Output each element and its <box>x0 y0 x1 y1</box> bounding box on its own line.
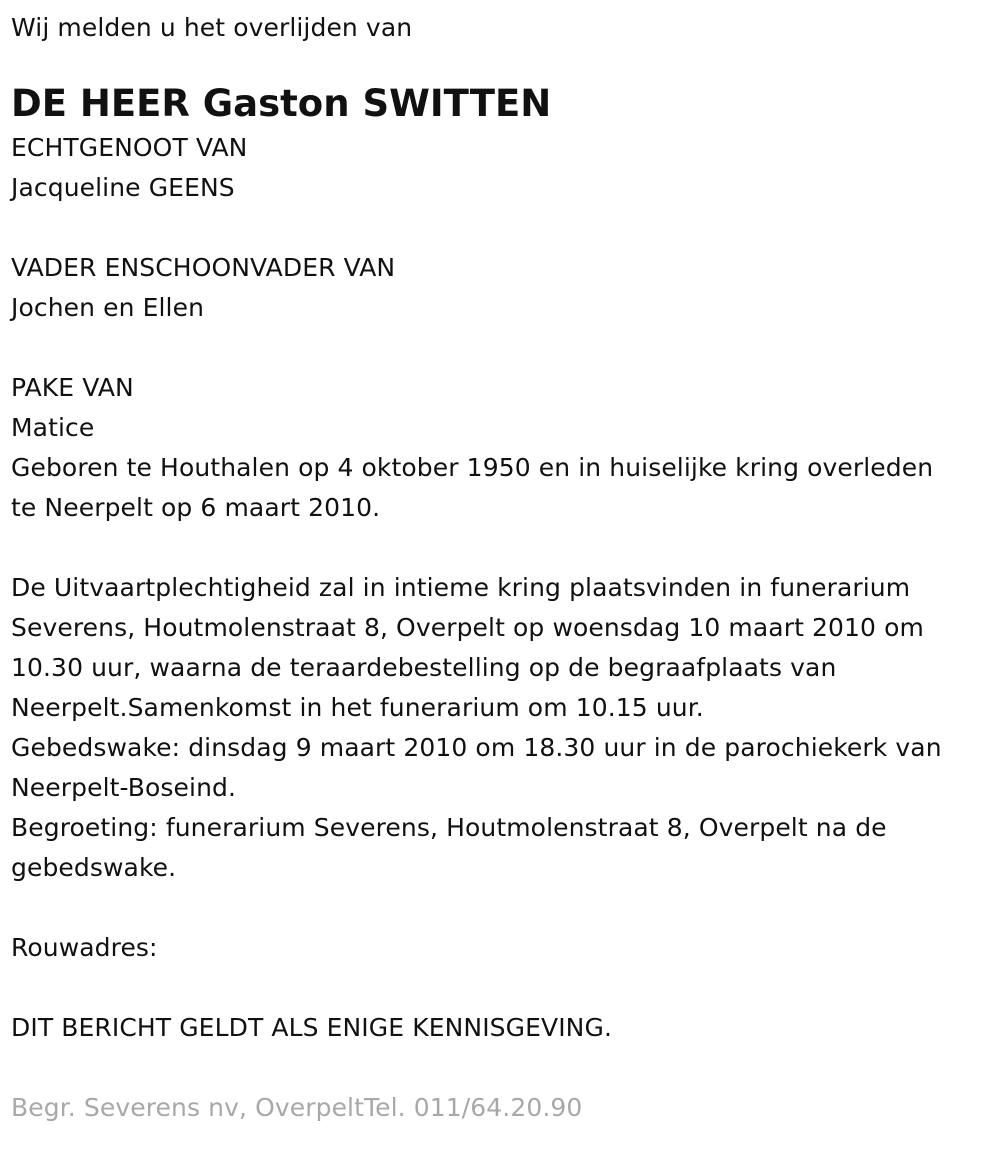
spacer <box>11 328 991 368</box>
funeral-home-footer: Begr. Severens nv, OverpeltTel. 011/64.20.90 <box>11 1093 583 1122</box>
grandchildren-label: PAKE VAN <box>11 373 134 402</box>
intro-text: Wij melden u het overlijden van <box>11 13 413 42</box>
mourning-address: Rouwadres: <box>11 933 158 962</box>
birth-death-line: te Neerpelt op 6 maart 2010. <box>11 493 381 522</box>
death-notice <box>11 8 991 1128</box>
spacer <box>11 968 991 1008</box>
greeting-line: Begroeting: funerarium Severens, Houtmolenstraat 8, Overpelt na de <box>11 813 887 842</box>
official-notice: DIT BERICHT GELDT ALS ENIGE KENNISGEVING. <box>11 1013 612 1042</box>
spouse-label: ECHTGENOOT VAN <box>11 133 248 162</box>
ceremony-line: De Uitvaartplechtigheid zal in intieme kring plaatsvinden in funerarium <box>11 573 911 602</box>
children-names: Jochen en Ellen <box>11 293 205 322</box>
deceased-name: DE HEER Gaston SWITTEN <box>11 82 552 125</box>
ceremony-line: Severens, Houtmolenstraat 8, Overpelt op woensdag 10 maart 2010 om <box>11 613 924 642</box>
greeting-line: gebedswake. <box>11 853 177 882</box>
spacer <box>11 1048 991 1088</box>
ceremony-line: 10.30 uur, waarna de teraardebestelling op de begraafplaats van <box>11 653 837 682</box>
spacer <box>11 888 991 928</box>
children-label: VADER ENSCHOONVADER VAN <box>11 253 396 282</box>
wake-line: Neerpelt-Boseind. <box>11 773 237 802</box>
birth-death-line: Geboren te Houthalen op 4 oktober 1950 en in huiselijke kring overleden <box>11 453 934 482</box>
spacer <box>11 208 991 248</box>
spacer <box>11 528 991 568</box>
ceremony-line: Neerpelt.Samenkomst in het funerarium om 10.15 uur. <box>11 693 704 722</box>
wake-line: Gebedswake: dinsdag 9 maart 2010 om 18.30 uur in de parochiekerk van <box>11 733 942 762</box>
grandchildren-names: Matice <box>11 413 95 442</box>
spouse-name: Jacqueline GEENS <box>11 173 235 202</box>
